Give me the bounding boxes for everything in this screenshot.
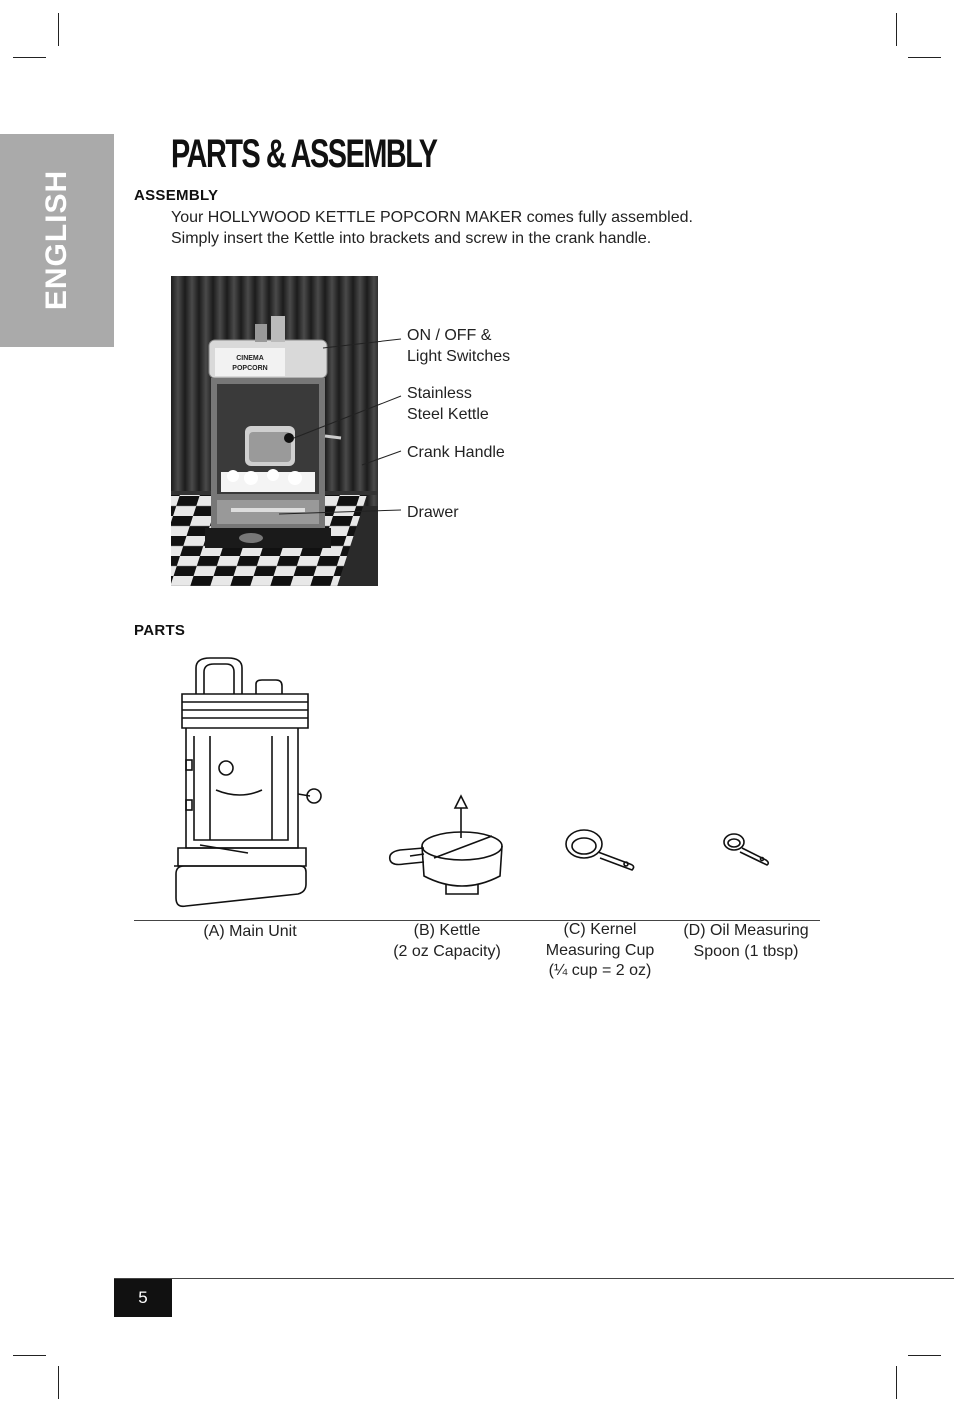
kernel-cup-drawing	[566, 830, 634, 870]
assembly-text-line: Your HOLLYWOOD KETTLE POPCORN MAKER comes fully assembled.	[171, 209, 693, 226]
part-label-line: (C) Kernel	[563, 921, 637, 938]
sign-text: CINEMA	[236, 355, 264, 362]
part-label-line: (D) Oil Measuring	[683, 922, 809, 939]
part-label-line: (2 oz Capacity)	[393, 942, 501, 960]
assembly-text-line: Simply insert the Kettle into brackets and screw in the crank handle.	[171, 230, 652, 247]
main-unit-drawing	[174, 658, 321, 906]
assembly-text	[171, 207, 811, 249]
callout-line: Stainless	[407, 385, 472, 402]
crop-mark	[58, 13, 59, 46]
crop-mark	[13, 1355, 46, 1356]
part-label-line: Measuring Cup	[545, 941, 655, 959]
popcorn-machine-photo	[171, 276, 378, 586]
callout-line: ON / OFF &	[407, 327, 492, 344]
oil-spoon-drawing	[724, 834, 768, 865]
part-label-oil-spoon	[683, 921, 808, 962]
callout-line: Light Switches	[407, 348, 511, 365]
kettle-drawing	[390, 796, 502, 894]
callout-switches	[407, 325, 510, 367]
part-label-kettle	[393, 921, 501, 962]
footer-rule	[114, 1278, 954, 1279]
crop-mark	[58, 1366, 59, 1399]
callout-crank-handle	[407, 442, 505, 463]
parts-heading: PARTS	[134, 622, 186, 639]
part-label-main-unit	[203, 922, 296, 943]
callout-kettle	[407, 383, 489, 425]
crop-mark	[908, 1355, 941, 1356]
sign-text: POPCORN	[232, 365, 268, 372]
part-label-line: (¼ cup = 2 oz)	[548, 962, 652, 979]
part-label-line: (B) Kettle	[413, 922, 481, 939]
part-label-line: (A) Main Unit	[203, 923, 297, 940]
language-tab-label: ENGLISH	[40, 169, 73, 311]
crop-mark	[13, 57, 46, 58]
callout-line: Crank Handle	[407, 444, 505, 461]
assembly-heading: ASSEMBLY	[134, 187, 219, 204]
language-tab	[0, 134, 114, 347]
crop-mark	[896, 13, 897, 46]
callout-line: Steel Kettle	[407, 406, 489, 423]
part-label-kernel-cup	[546, 920, 655, 982]
page-title: PARTS & ASSEMBLY	[171, 132, 437, 176]
part-label-line: Spoon (1 tbsp)	[693, 942, 799, 960]
crop-mark	[896, 1366, 897, 1399]
page-number-text: 5	[138, 1288, 148, 1307]
callout-drawer	[407, 502, 459, 523]
crop-mark	[908, 57, 941, 58]
callout-line: Drawer	[407, 504, 459, 521]
page-number	[114, 1279, 172, 1317]
popcorn-machine-illustration	[171, 276, 378, 586]
